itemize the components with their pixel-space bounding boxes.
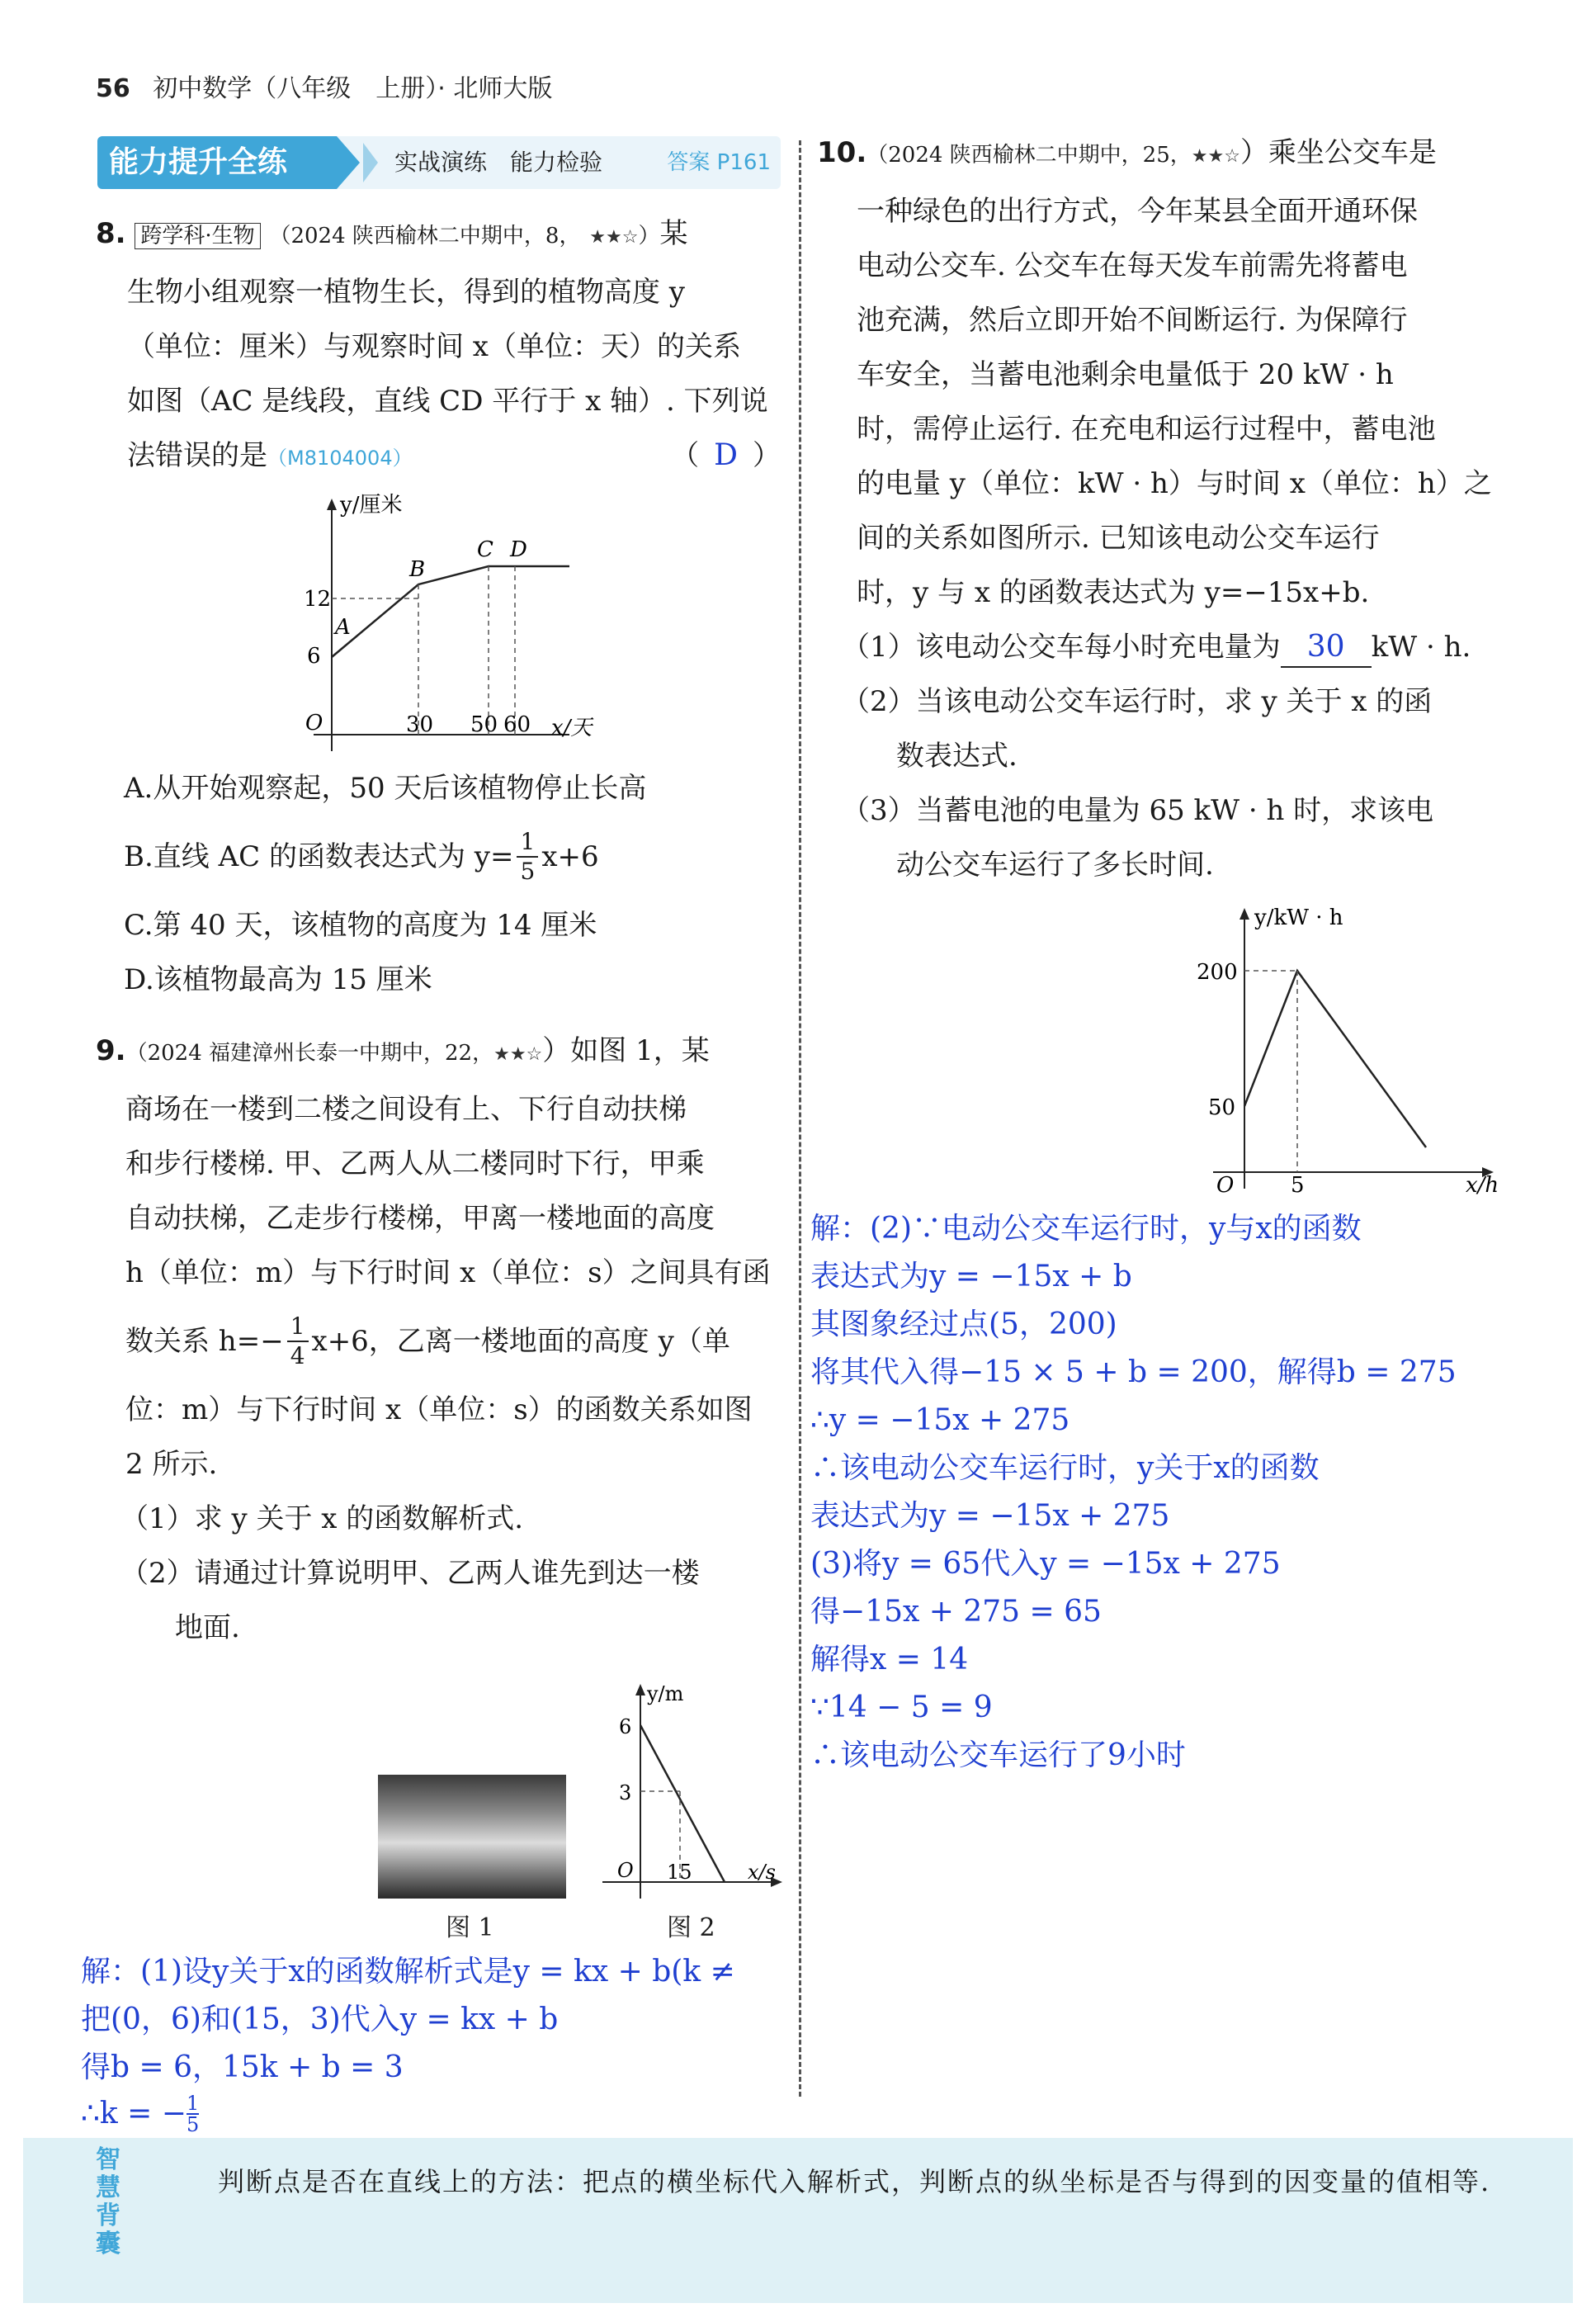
q9-y-arrow-icon bbox=[635, 1684, 645, 1695]
q9-ylabel: y/m bbox=[647, 1682, 684, 1705]
q10-solution-line-6: 表达式为y = −15x + 275 bbox=[810, 1499, 1170, 1533]
q9-formula-line: 数关系 h=− $\frac{1}{4}$ x+6，乙离一楼地面的高度 y（单 bbox=[125, 1312, 730, 1369]
q8-xtick-60: 60 bbox=[503, 712, 531, 737]
q8-option-b: B.直线 AC 的函数表达式为 y= $\frac{1}{5}$ x+6 bbox=[124, 828, 599, 885]
banner-arrow-icon bbox=[337, 136, 360, 189]
q8-line-2: （单位：厘米）与观察时间 x（单位：天）的关系 bbox=[127, 330, 741, 363]
escalator-photo bbox=[378, 1775, 566, 1899]
q10-sub3a: （3）当蓄电池的电量为 65 kW · h 时，求该电 bbox=[842, 794, 1434, 827]
q10-xtick-5: 5 bbox=[1291, 1173, 1305, 1198]
banner-arrow-icon-2 bbox=[363, 143, 378, 182]
q10-sub1-answer: 30 bbox=[1306, 630, 1345, 664]
page-header bbox=[96, 68, 552, 104]
q9-solution-line-2: 得b = 6，15k + b = 3 bbox=[81, 2050, 404, 2084]
q10-solution-line-8: 得−15x + 275 = 65 bbox=[810, 1595, 1102, 1629]
q10-solution-line-4: ∴y = −15x + 275 bbox=[810, 1403, 1070, 1437]
q9-series-line bbox=[640, 1725, 725, 1882]
q8-point-b: B bbox=[409, 557, 426, 582]
q9-line-0: ）如图 1，某 bbox=[542, 1034, 710, 1067]
q8-options bbox=[124, 761, 784, 1007]
q10-solution-line-9: 解得x = 14 bbox=[810, 1643, 969, 1676]
q9-fig2-caption: 图 2 bbox=[667, 1913, 715, 1942]
q10-line-8: 时，y 与 x 的函数表达式为 y=−15x+b. bbox=[857, 576, 1370, 609]
q8-ytick-6: 6 bbox=[307, 644, 321, 669]
q10-solution-line-1: 表达式为y = −15x + b bbox=[810, 1260, 1132, 1293]
q10-y-arrow-icon bbox=[1239, 908, 1249, 920]
q10-line-6: 的电量 y（单位：kW · h）与时间 x（单位：h）之 bbox=[857, 467, 1492, 500]
q8-number: 8. bbox=[96, 217, 126, 250]
question-9 bbox=[96, 1024, 781, 1655]
q10-xlabel: x/h bbox=[1466, 1173, 1499, 1198]
q8-chart bbox=[289, 487, 593, 751]
book-title: 初中数学（八年级 上册）· 北师大版 bbox=[153, 74, 553, 103]
q10-line-5: 时，需停止运行. 在充电和运行过程中，蓄电池 bbox=[857, 413, 1436, 446]
star-rating-icon: ★★☆ bbox=[1191, 146, 1240, 167]
q10-line-2: 电动公交车. 公交车在每天发车前需先将蓄电 bbox=[857, 249, 1408, 282]
q9-line-5: 位：m）与下行时间 x（单位：s）的函数关系如图 bbox=[125, 1393, 753, 1426]
star-rating-icon: ★★☆ bbox=[493, 1044, 543, 1065]
q10-source: （2024 陕西榆林二中期中，25， bbox=[866, 143, 1192, 168]
q8-series-line bbox=[332, 566, 569, 657]
section-banner bbox=[97, 136, 781, 189]
q10-solution-line-7: (3)将y = 65代入y = −15x + 275 bbox=[810, 1547, 1281, 1581]
q9-solution-line-0: 解：(1)设y关于x的函数解析式是y = kx + b(k ≠ bbox=[81, 1955, 735, 1989]
q9-origin: O bbox=[617, 1859, 634, 1882]
q9-line-1: 商场在一楼到二楼之间设有上、下行自动扶梯 bbox=[125, 1093, 687, 1126]
q8-option-d: D.该植物最高为 15 厘米 bbox=[124, 963, 432, 996]
q10-solution-line-2: 其图象经过点(5，200) bbox=[810, 1308, 1117, 1341]
q10-solution-line-0: 解：(2)∵电动公交车运行时，y与x的函数 bbox=[810, 1212, 1362, 1246]
q9-sub2b: 地面. bbox=[175, 1611, 240, 1644]
q9-sub2a: （2）请通过计算说明甲、乙两人谁先到达一楼 bbox=[120, 1557, 700, 1590]
q10-solution bbox=[810, 1205, 1553, 1780]
q8-option-c: C.第 40 天，该植物的高度为 14 厘米 bbox=[124, 909, 597, 942]
q10-number: 10. bbox=[817, 136, 867, 169]
banner-tag: 能力提升全练 bbox=[97, 136, 337, 189]
q10-line-1: 一种绿色的出行方式，今年某县全面开通环保 bbox=[857, 195, 1418, 228]
q9-solution-line-3: ∴k = − $\frac{1}{5}$ bbox=[81, 2092, 200, 2136]
q8-xtick-30: 30 bbox=[406, 712, 434, 737]
q9-xtick-15: 15 bbox=[667, 1861, 692, 1884]
q9-solution-line-1: 把(0，6)和(15，3)代入y = kx + b bbox=[81, 2003, 559, 2036]
q10-line-0: ）乘坐公交车是 bbox=[1239, 136, 1437, 169]
q10-series-line bbox=[1244, 971, 1426, 1147]
q8-answer-paren: （ D ） bbox=[671, 438, 781, 472]
q8-line-3: 如图（AC 是线段，直线 CD 平行于 x 轴）. 下列说 bbox=[127, 385, 768, 418]
banner-subtitle: 实战演练 能力检验 bbox=[394, 149, 603, 176]
q9-line-3: 自动扶梯，乙走步行楼梯，甲离一楼地面的高度 bbox=[125, 1202, 715, 1235]
q10-solution-line-11: ∴该电动公交车运行了9小时 bbox=[810, 1738, 1186, 1772]
q10-line-3: 池充满，然后立即开始不间断运行. 为保障行 bbox=[857, 304, 1408, 337]
q9-line-4: h（单位：m）与下行时间 x（单位：s）之间具有函 bbox=[125, 1256, 771, 1289]
q10-solution-line-10: ∵14 − 5 = 9 bbox=[810, 1691, 993, 1724]
q8-source: （2024 陕西榆林二中期中，8， bbox=[269, 224, 581, 248]
question-10 bbox=[817, 125, 1502, 892]
q10-sub2b: 数表达式. bbox=[896, 740, 1018, 773]
q10-chart bbox=[1188, 900, 1502, 1197]
q8-point-d: D bbox=[510, 537, 527, 562]
q8-line-1: 生物小组观察一植物生长，得到的植物高度 y bbox=[127, 276, 686, 309]
q10-sub1: （1）该电动公交车每小时充电量为 30 kW · h. bbox=[817, 620, 1502, 674]
q9-line-2: 和步行楼梯. 甲、乙两人从二楼同时下行，甲乘 bbox=[125, 1147, 705, 1180]
q10-solution-line-5: ∴该电动公交车运行时，y关于x的函数 bbox=[810, 1451, 1320, 1485]
q8-option-a: A.从开始观察起，50 天后该植物停止长高 bbox=[124, 772, 647, 805]
q8-code: （M8104004） bbox=[267, 447, 413, 470]
q10-line-7: 间的关系如图所示. 已知该电动公交车运行 bbox=[857, 522, 1380, 555]
q9-ytick-3: 3 bbox=[619, 1781, 632, 1804]
q8-line-4: 法错误的是 bbox=[127, 439, 267, 472]
q10-ytick-200: 200 bbox=[1197, 960, 1238, 985]
q9-line-6: 2 所示. bbox=[125, 1448, 218, 1481]
star-rating-icon: ★★☆ bbox=[589, 227, 639, 248]
question-8: 8. 跨学科·生物 （2024 陕西榆林二中期中，8， ★★☆）某 生物小组观察一植物生长，得到的植物高度 y （单位：厘米）与观察时间 x（单位：天）的关系 如图（AC 是线段，直线 CD 平行于 x 轴）. 下列说 法错误的是（M8104004） （ D ） bbox=[96, 206, 781, 485]
q9-ytick-6: 6 bbox=[619, 1715, 632, 1738]
tip-text: 判断点是否在直线上的方法：把点的横坐标代入解析式，判断点的纵坐标是否与得到的因变量的值相等. bbox=[218, 2166, 1491, 2197]
q8-point-a: A bbox=[335, 615, 351, 640]
q8-xlabel: x/天 bbox=[551, 716, 593, 740]
q8-line-0: 某 bbox=[659, 217, 688, 250]
q9-number: 9. bbox=[96, 1034, 126, 1067]
q8-y-arrow-icon bbox=[327, 499, 337, 510]
q10-sub2a: （2）当该电动公交车运行时，求 y 关于 x 的函 bbox=[842, 685, 1433, 718]
q10-line-4: 车安全，当蓄电池剩余电量低于 20 kW · h bbox=[857, 358, 1394, 391]
q8-ytick-12: 12 bbox=[304, 587, 332, 612]
q8-ylabel: y/厘米 bbox=[340, 493, 403, 518]
q10-origin: O bbox=[1216, 1173, 1235, 1198]
q9-sub1: （1）求 y 关于 x 的函数解析式. bbox=[120, 1502, 524, 1535]
q9-fig1-caption: 图 1 bbox=[446, 1913, 494, 1942]
tip-box bbox=[23, 2138, 1573, 2303]
q10-sub3b: 动公交车运行了多长时间. bbox=[896, 849, 1214, 882]
tip-label: 智慧背囊 bbox=[96, 2145, 120, 2258]
q10-solution-line-3: 将其代入得−15 × 5 + b = 200，解得b = 275 bbox=[810, 1355, 1457, 1389]
q10-ytick-50: 50 bbox=[1208, 1095, 1236, 1120]
q8-xtick-50: 50 bbox=[470, 712, 498, 737]
q8-answer: D bbox=[714, 438, 738, 472]
column-divider bbox=[799, 140, 801, 2097]
q9-source: （2024 福建漳州长泰一中期中，22， bbox=[125, 1041, 494, 1066]
q10-ylabel: y/kW · h bbox=[1254, 906, 1343, 930]
q9-chart bbox=[594, 1676, 784, 1907]
banner-answer-ref: 答案 P161 bbox=[667, 150, 771, 175]
q8-origin: O bbox=[305, 711, 323, 735]
q9-xlabel: x/s bbox=[748, 1861, 776, 1884]
q8-subject-tag: 跨学科·生物 bbox=[135, 223, 260, 249]
q8-point-c: C bbox=[477, 537, 493, 562]
page-number: 56 bbox=[96, 74, 130, 103]
q9-solution bbox=[81, 1948, 782, 2136]
